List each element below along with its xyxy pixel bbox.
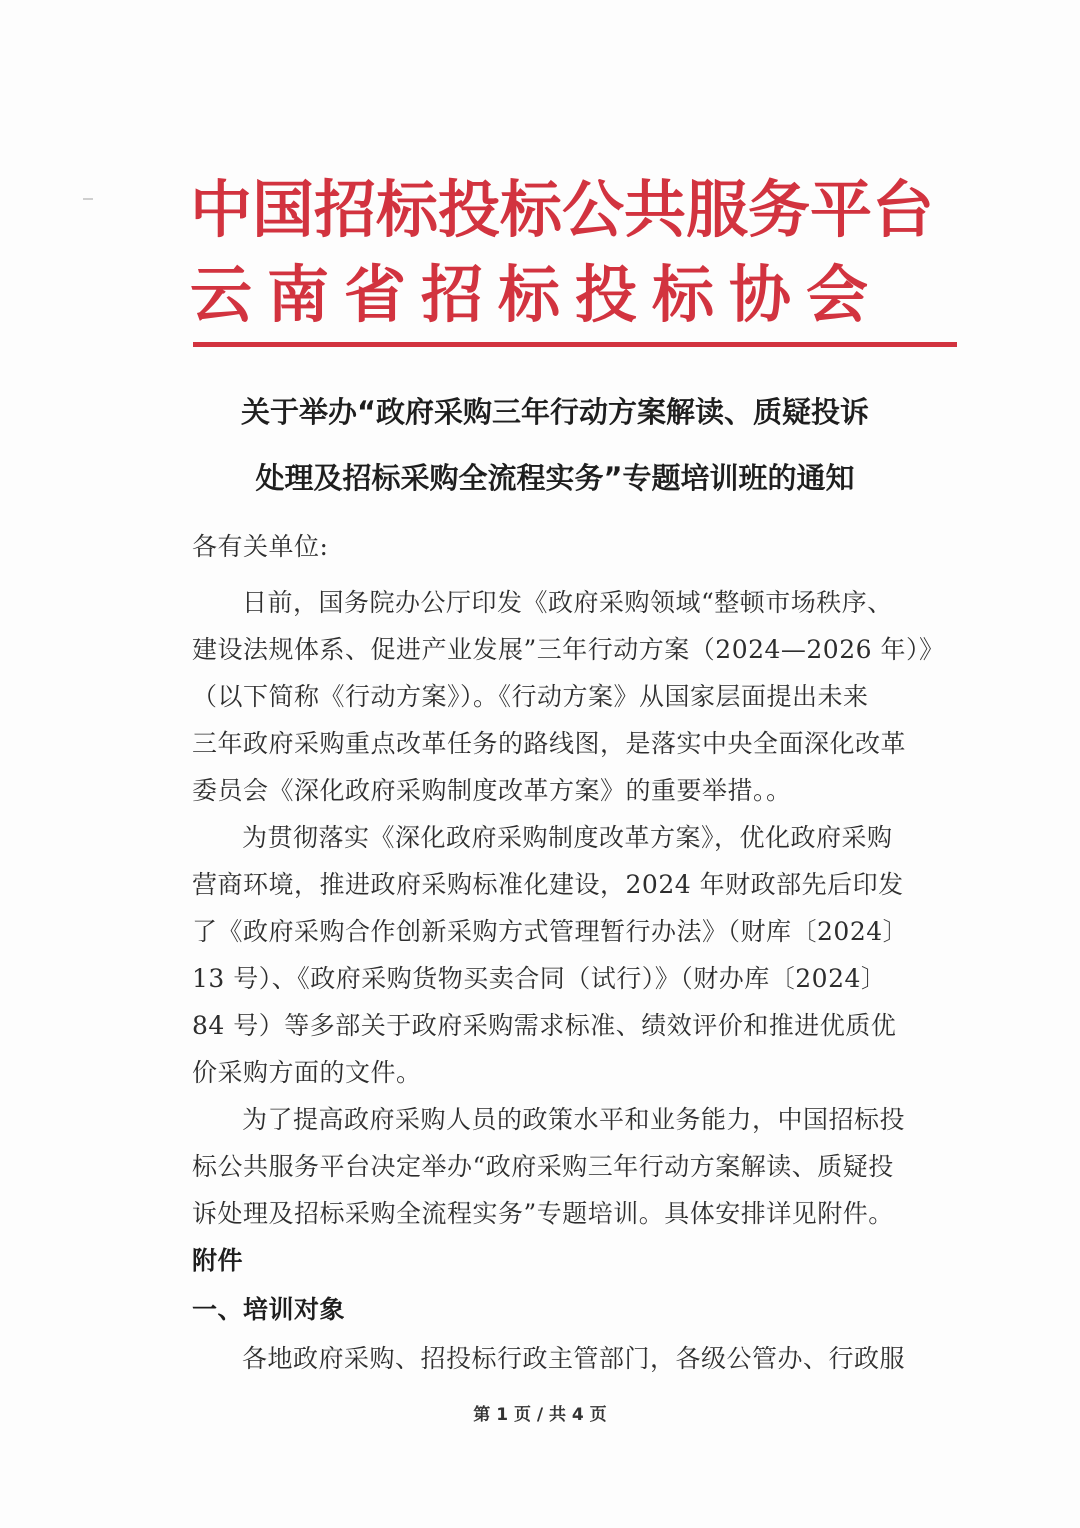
paragraph-line: 日前，国务院办公厅印发《政府采购领域“整顿市场秩序、 [242, 588, 893, 617]
paragraph-line: 84 号）等多部关于政府采购需求标准、绩效评价和推进优质优 [192, 1011, 897, 1040]
notice-title-line-2: 处理及招标采购全流程实务”专题培训班的通知 [255, 461, 855, 495]
section-text: 各地政府采购、招投标行政主管部门，各级公管办、行政服 [242, 1344, 906, 1373]
attachment-label: 附件 [192, 1246, 244, 1275]
page-indicator: 第 1 页 / 共 4 页 [473, 1405, 607, 1425]
paragraph-line: 标公共服务平台决定举办“政府采购三年行动方案解读、质疑投 [192, 1152, 894, 1181]
org-name-secondary: 云南省招标投标协会 [190, 258, 884, 331]
paragraph-line: （以下简称《行动方案》）。《行动方案》从国家层面提出未来 [192, 682, 869, 711]
section-heading: 一、培训对象 [192, 1295, 346, 1324]
org-name-primary: 中国招标投标公共服务平台 [190, 173, 935, 246]
paragraph-line: 营商环境，推进政府采购标准化建设，2024 年财政部先后印发 [192, 870, 904, 899]
header-divider [193, 342, 957, 347]
scan-artifact [83, 198, 93, 200]
paragraph-line: 建设法规体系、促进产业发展”三年行动方案（2024—2026 年）》 [192, 635, 945, 664]
salutation: 各有关单位: [192, 532, 329, 561]
paragraph-line: 三年政府采购重点改革任务的路线图，是落实中央全面深化改革 [192, 729, 907, 758]
paragraph-line: 13 号）、《政府采购货物买卖合同（试行）》（财办库〔2024〕 [192, 964, 887, 993]
notice-title-line-1: 关于举办“政府采购三年行动方案解读、质疑投诉 [240, 395, 870, 429]
paragraph-line: 诉处理及招标采购全流程实务”专题培训。具体安排详见附件。 [192, 1199, 894, 1228]
paragraph-line: 了《政府采购合作创新采购方式管理暂行办法》（财库〔2024〕 [192, 917, 909, 946]
paragraph-line: 价采购方面的文件。 [192, 1058, 422, 1087]
paragraph-line: 委员会《深化政府采购制度改革方案》的重要举措。。 [192, 776, 792, 805]
paragraph-line: 为贯彻落实《深化政府采购制度改革方案》，优化政府采购 [242, 823, 893, 852]
paragraph-line: 为了提高政府采购人员的政策水平和业务能力，中国招标投 [242, 1105, 906, 1134]
